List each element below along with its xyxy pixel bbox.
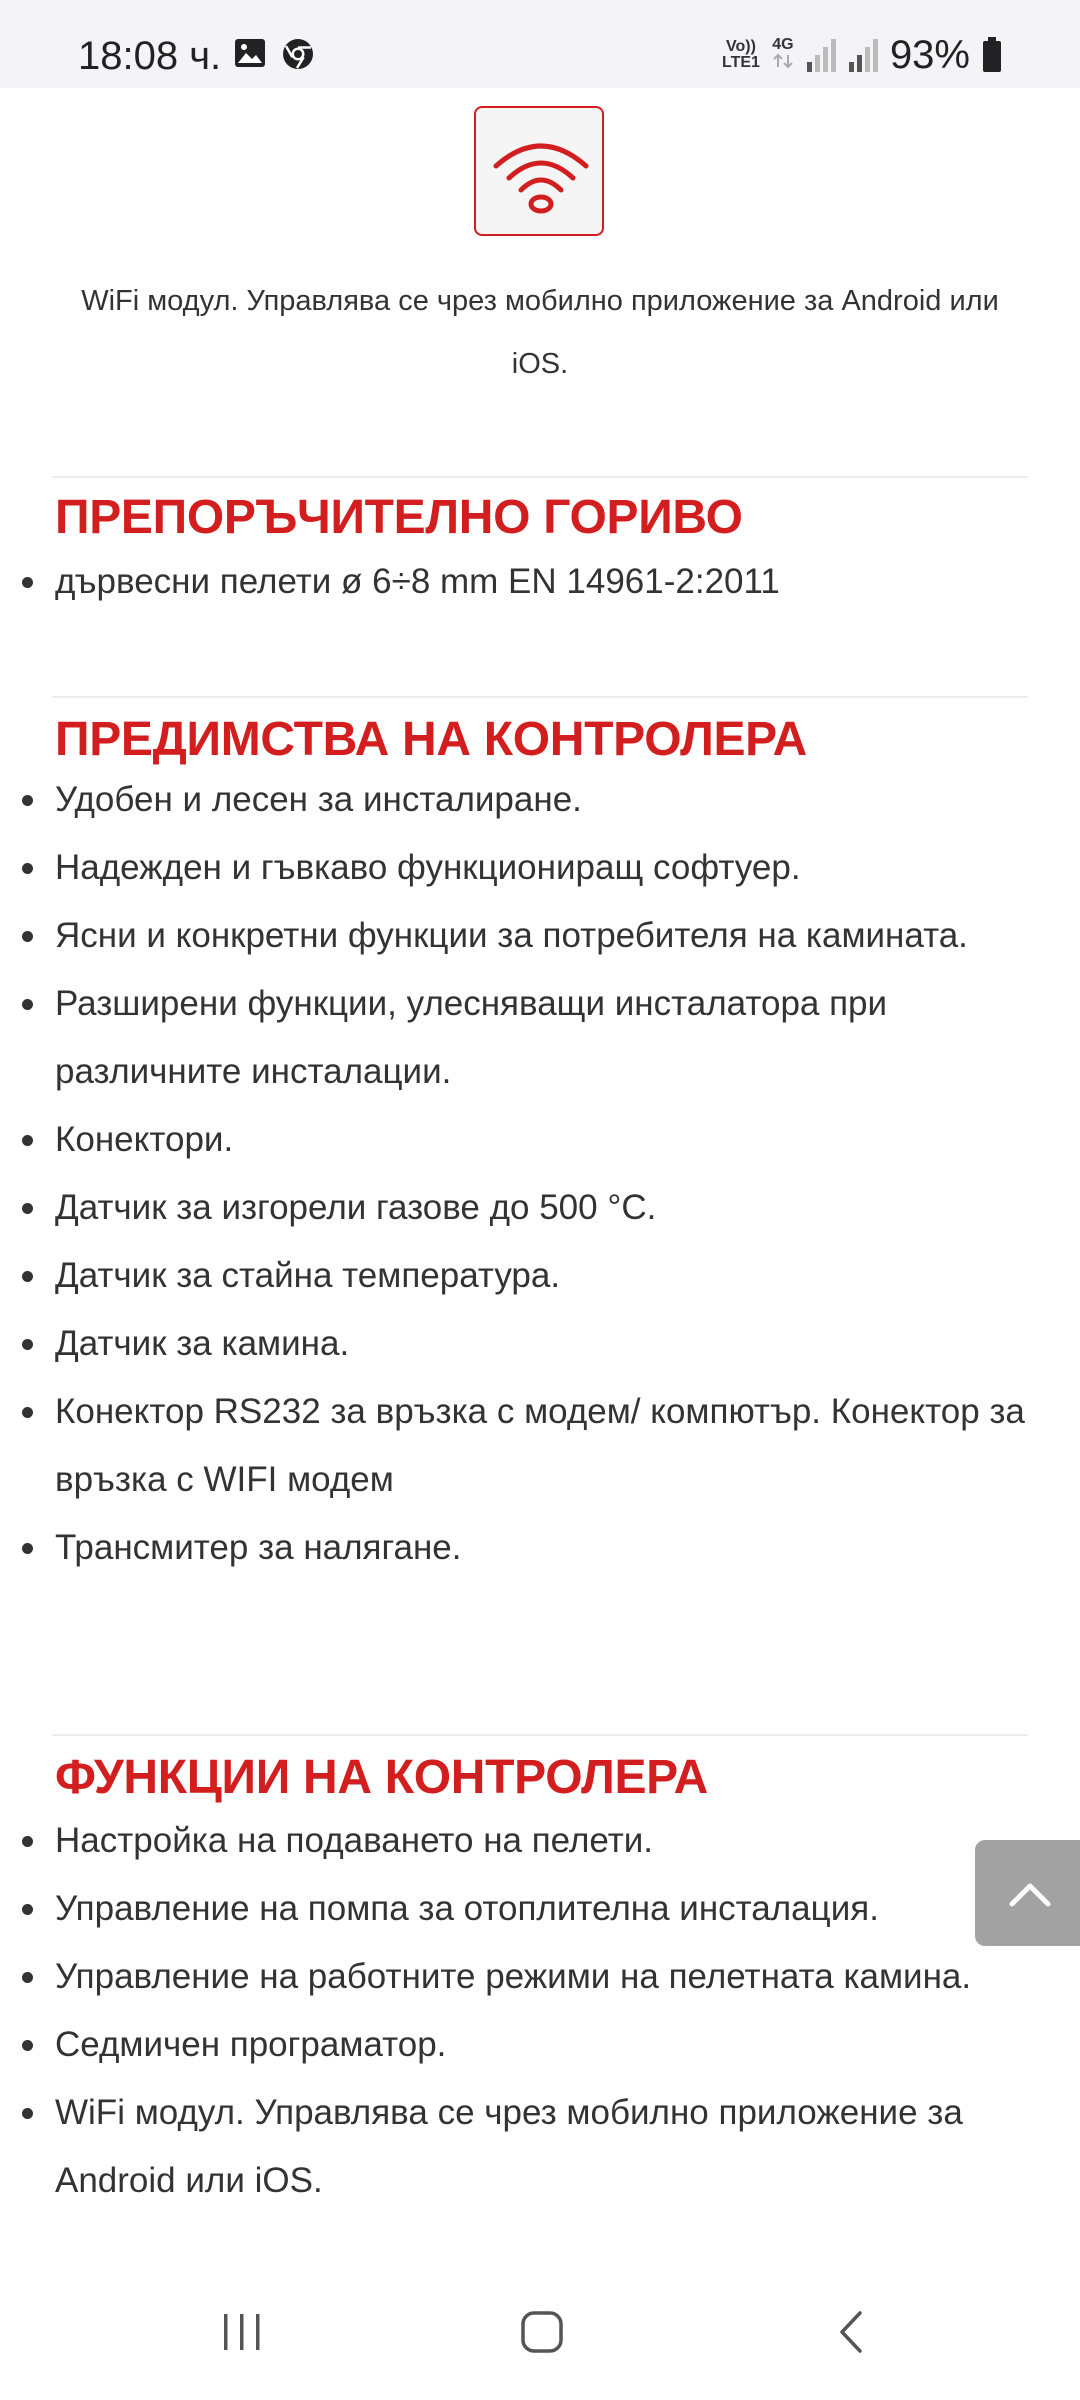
fuel-section-title: ПРЕПОРЪЧИТЕЛНО ГОРИВО	[55, 491, 743, 544]
list-item: Датчик за стайна температура.	[0, 1242, 1080, 1310]
lte-label: LTE1	[722, 54, 760, 71]
signal-2-icon	[848, 38, 878, 72]
gallery-icon	[234, 38, 266, 73]
system-navigation-bar	[0, 2268, 1080, 2400]
list-item: Трансмитер за налягане.	[0, 1514, 1080, 1582]
signal-1-icon	[806, 38, 836, 72]
list-item: Управление на работните режими на пелетната камина.	[0, 1943, 1080, 2011]
fuel-list	[0, 548, 1080, 616]
advantages-section-title: ПРЕДИМСТВА НА КОНТРОЛЕРА	[55, 713, 808, 766]
network-type-label: 4G	[772, 36, 794, 53]
functions-section-title: ФУНКЦИИ НА КОНТРОЛЕРА	[55, 1751, 709, 1804]
battery-percentage: 93%	[889, 32, 970, 77]
battery-icon	[982, 37, 1002, 73]
status-bar	[0, 0, 1080, 88]
list-item: WiFi модул. Управлява се чрез мобилно приложение за Android или iOS.	[0, 2079, 1080, 2215]
status-indicators	[722, 30, 1002, 80]
wifi-module-icon-box	[474, 106, 604, 236]
list-item: Датчик за камина.	[0, 1310, 1080, 1378]
home-button[interactable]	[520, 2310, 564, 2359]
section-divider	[52, 1734, 1028, 1736]
list-item: Седмичен програматор.	[0, 2011, 1080, 2079]
list-item: Настройка на подаването на пелети.	[0, 1807, 1080, 1875]
scroll-to-top-button[interactable]	[975, 1840, 1080, 1946]
list-item: Управление на помпа за отоплителна инсталация.	[0, 1875, 1080, 1943]
advantages-list	[0, 766, 1080, 1582]
data-arrows-icon	[772, 53, 794, 69]
volte-label: Vo))	[726, 38, 756, 55]
chrome-icon	[282, 38, 314, 75]
list-item: Удобен и лесен за инсталиране.	[0, 766, 1080, 834]
list-item: Надежден и гъвкаво функциониращ софтуер.	[0, 834, 1080, 902]
back-button[interactable]	[830, 2310, 874, 2359]
back-icon	[830, 2310, 874, 2354]
chevron-up-icon	[1009, 1874, 1051, 1914]
list-item: Конектор RS232 за връзка с модем/ компютър. Конектор за връзка с WIFI модем	[0, 1378, 1080, 1514]
functions-list	[0, 1807, 1080, 2215]
list-item: Ясни и конкретни функции за потребителя на камината.	[0, 902, 1080, 970]
section-divider	[52, 696, 1028, 698]
section-divider	[52, 476, 1028, 478]
home-icon	[520, 2310, 564, 2354]
recent-apps-button[interactable]	[220, 2310, 264, 2359]
recent-apps-icon	[220, 2310, 264, 2354]
volte-indicator	[722, 39, 760, 71]
network-type-indicator	[772, 37, 794, 73]
status-time: 18:08 ч.	[78, 34, 222, 78]
list-item: Датчик за изгорели газове до 500 °С.	[0, 1174, 1080, 1242]
list-item: Разширени функции, улесняващи инсталатора при различните инсталации.	[0, 970, 1080, 1106]
wifi-module-caption: WiFi модул. Управлява се чрез мобилно приложение за Android или iOS.	[81, 285, 999, 380]
list-item: дървесни пелети ø 6÷8 mm EN 14961-2:2011	[0, 548, 1080, 616]
list-item: Конектори.	[0, 1106, 1080, 1174]
wifi-icon	[490, 126, 592, 222]
